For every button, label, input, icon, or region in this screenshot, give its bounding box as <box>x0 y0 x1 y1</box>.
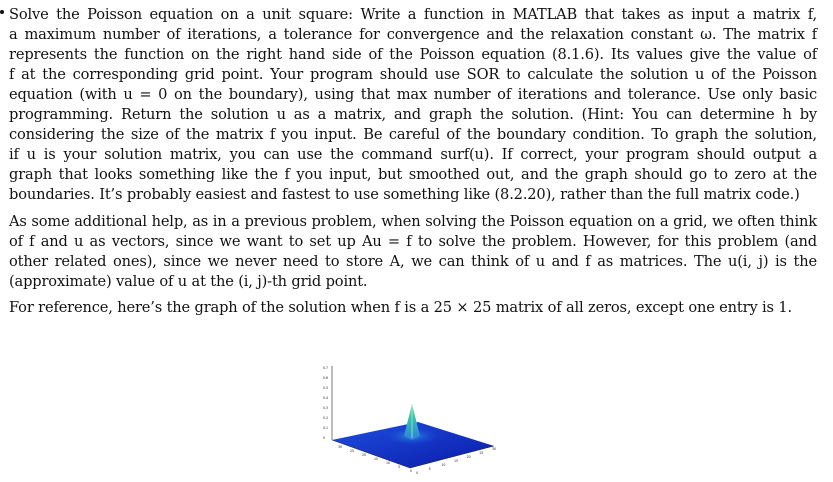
problem-paragraph-1 <box>9 5 817 205</box>
problem-paragraph-2 <box>9 212 817 292</box>
x-tick-label: 5 <box>398 465 401 469</box>
z-tick-label: 0.6 <box>323 376 329 380</box>
text-line: considering the size of the matrix f you input. Be careful of the boundary condition. To graph the solution, <box>9 126 817 143</box>
text-line: Solve the Poisson equation on a unit square: Write a function in MATLAB that takes as input a matrix f, <box>9 6 817 23</box>
z-tick-label: 0 <box>323 436 326 440</box>
y-tick-label: 25 <box>479 451 484 455</box>
z-tick-label: 0.5 <box>323 386 329 390</box>
text-line: f at the corresponding grid point. Your program should use SOR to calculate the solution u of the Poisson <box>9 66 817 83</box>
y-tick-label: 30 <box>492 447 497 451</box>
x-tick-label: 15 <box>374 457 379 461</box>
bullet-marker <box>0 10 4 14</box>
text-line: a maximum number of iterations, a tolerance for convergence and the relaxation constant ω. The matrix f <box>9 26 817 43</box>
z-tick-label: 0.1 <box>323 426 329 430</box>
text-line: represents the function on the right hand side of the Poisson equation (8.1.6). Its values give the value of <box>9 46 817 63</box>
text-line: if u is your solution matrix, you can use the command surf(u). If correct, your program should output a <box>9 146 817 163</box>
text-line: programming. Return the solution u as a matrix, and graph the solution. (Hint: You can determine h by <box>9 106 817 123</box>
surface-plot-figure <box>318 356 504 476</box>
text-line: other related ones), since we never need to store A, we can think of u and f as matrices. The u(i, j) is the <box>9 253 817 270</box>
z-tick-label: 0.3 <box>323 406 329 410</box>
text-line: boundaries. It’s probably easiest and fastest to use something like (8.2.20), rather than the full matrix code.) <box>9 186 800 203</box>
z-tick-label: 0.4 <box>323 396 329 400</box>
y-tick-label: 20 <box>466 455 471 459</box>
text-line: As some additional help, as in a previous problem, when solving the Poisson equation on a grid, we often think <box>9 213 817 230</box>
x-tick-label: 0 <box>410 469 413 473</box>
x-tick-label: 10 <box>386 461 391 465</box>
z-axis-ticks <box>323 366 328 440</box>
text-line: graph that looks something like the f you input, but smoothed out, and the graph should go to zero at the <box>9 166 817 183</box>
problem-paragraph-3 <box>9 298 817 318</box>
text-line: equation (with u = 0 on the boundary), using that max number of iterations and tolerance. Use only basic <box>9 86 817 103</box>
y-tick-label: 10 <box>441 463 446 467</box>
text-line: of f and u as vectors, since we want to set up Au = f to solve the problem. However, for this problem (and <box>9 233 817 250</box>
y-tick-label: 15 <box>454 459 459 463</box>
x-tick-label: 20 <box>362 453 367 457</box>
text-line: (approximate) value of u at the (i, j)-th grid point. <box>9 273 368 290</box>
z-tick-label: 0.7 <box>323 366 329 370</box>
x-tick-label: 30 <box>338 445 343 449</box>
text-line: For reference, here’s the graph of the solution when f is a 25 × 25 matrix of all zeros, except one entry is 1. <box>9 299 793 316</box>
z-tick-label: 0.2 <box>323 416 329 420</box>
x-tick-label: 25 <box>350 449 355 453</box>
surface-plot <box>318 356 504 476</box>
y-tick-label: 0 <box>416 471 419 475</box>
y-tick-label: 5 <box>428 467 431 471</box>
